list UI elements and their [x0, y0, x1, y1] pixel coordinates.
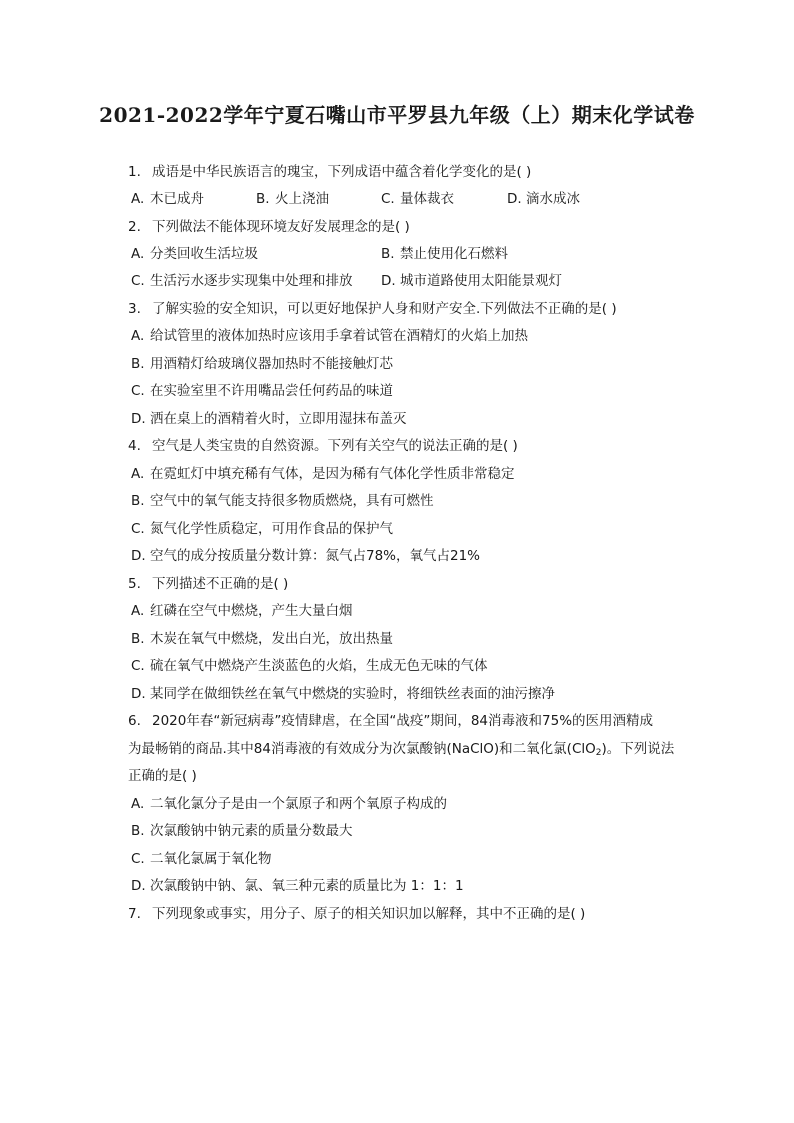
option-5a	[131, 602, 353, 620]
option-letter: A.	[131, 328, 145, 344]
option-letter: D.	[507, 191, 522, 207]
option-3c	[131, 382, 393, 400]
option-text: 木已成舟	[150, 191, 204, 207]
option-text: 在霓虹灯中填充稀有气体，是因为稀有气体化学性质非常稳定	[150, 466, 515, 482]
option-6a	[131, 795, 447, 813]
option-1b	[256, 190, 329, 208]
question-number: 6.	[128, 713, 141, 729]
option-text: 分类回收生活垃圾	[150, 246, 258, 262]
option-2a	[131, 245, 258, 263]
option-text: 生活污水逐步实现集中处理和排放	[150, 273, 353, 289]
option-letter: B.	[381, 246, 395, 262]
question-6-line2	[128, 740, 674, 762]
question-stem: 空气是人类宝贵的自然资源。下列有关空气的说法正确的是( )	[152, 438, 518, 454]
question-number: 4.	[128, 438, 141, 454]
option-3b	[131, 355, 393, 373]
question-number: 1.	[128, 164, 141, 180]
option-4b	[131, 492, 434, 510]
option-text: 空气中的氧气能支持很多物质燃烧，具有可燃性	[150, 493, 434, 509]
option-letter: D.	[131, 878, 146, 894]
option-text: 给试管里的液体加热时应该用手拿着试管在酒精灯的火焰上加热	[150, 328, 528, 344]
question-6-line3	[128, 767, 197, 785]
question-stem: 下列描述不正确的是( )	[152, 576, 289, 592]
question-5	[128, 575, 288, 593]
option-5d	[131, 685, 555, 703]
option-2c	[131, 272, 353, 290]
option-text: 在实验室里不许用嘴品尝任何药品的味道	[150, 383, 393, 399]
option-text: 洒在桌上的酒精着火时，立即用湿抹布盖灭	[150, 411, 407, 427]
exam-title: 2021-2022学年宁夏石嘴山市平罗县九年级（上）期末化学试卷	[99, 103, 695, 127]
option-text: 木炭在氧气中燃烧，发出白光，放出热量	[150, 631, 393, 647]
option-letter: B.	[131, 356, 145, 372]
option-letter: D.	[131, 411, 146, 427]
option-letter: C.	[131, 273, 145, 289]
question-number: 5.	[128, 576, 141, 592]
option-letter: B.	[131, 823, 145, 839]
question-stem: 成语是中华民族语言的瑰宝，下列成语中蕴含着化学变化的是( )	[152, 164, 532, 180]
option-letter: A.	[131, 603, 145, 619]
question-number: 3.	[128, 301, 141, 317]
option-text: 氮气化学性质稳定，可用作食品的保护气	[150, 521, 393, 537]
option-text: 次氯酸钠中钠、氯、氧三种元素的质量比为 1：1：1	[150, 878, 464, 894]
option-letter: A.	[131, 246, 145, 262]
option-6b	[131, 822, 353, 840]
question-stem: 了解实验的安全知识，可以更好地保护人身和财产安全.下列做法不正确的是( )	[152, 301, 617, 317]
question-stem-line2b: )。下列说法	[601, 741, 675, 757]
option-text: 红磷在空气中燃烧，产生大量白烟	[150, 603, 353, 619]
option-text: 空气的成分按质量分数计算：氮气占78%，氧气占21%	[150, 548, 481, 564]
option-letter: C.	[131, 658, 145, 674]
option-letter: A.	[131, 191, 145, 207]
option-4a	[131, 465, 515, 483]
option-text: 城市道路使用太阳能景观灯	[400, 273, 562, 289]
question-3	[128, 300, 617, 318]
option-text: 火上浇油	[275, 191, 329, 207]
question-1	[128, 163, 531, 181]
option-5c	[131, 657, 488, 675]
question-stem-line1: 2020年春“新冠病毒”疫情肆虐，在全国“战疫”期间，84消毒液和75%的医用酒精成	[152, 713, 654, 729]
option-2d	[381, 272, 562, 290]
option-text: 禁止使用化石燃料	[400, 246, 508, 262]
option-letter: D.	[131, 686, 146, 702]
option-letter: B.	[256, 191, 270, 207]
option-5b	[131, 630, 393, 648]
option-letter: C.	[131, 383, 145, 399]
question-stem: 下列现象或事实，用分子、原子的相关知识加以解释，其中不正确的是( )	[152, 906, 586, 922]
option-text: 滴水成冰	[526, 191, 580, 207]
option-letter: C.	[131, 851, 145, 867]
option-text: 某同学在做细铁丝在氧气中燃烧的实验时，将细铁丝表面的油污擦净	[150, 686, 555, 702]
option-text: 用酒精灯给玻璃仪器加热时不能接触灯芯	[150, 356, 393, 372]
question-stem: 下列做法不能体现环境友好发展理念的是( )	[152, 219, 410, 235]
question-number: 2.	[128, 219, 141, 235]
question-6	[128, 712, 653, 730]
option-text: 二氧化氯属于氧化物	[150, 851, 272, 867]
option-2b	[381, 245, 508, 263]
option-4c	[131, 520, 393, 538]
option-letter: D.	[381, 273, 396, 289]
question-number: 7.	[128, 906, 141, 922]
option-3a	[131, 327, 528, 345]
question-4	[128, 437, 518, 455]
option-4d	[131, 547, 480, 565]
question-stem-line3: 正确的是( )	[128, 768, 197, 784]
option-letter: A.	[131, 466, 145, 482]
option-1c	[381, 190, 454, 208]
option-1a	[131, 190, 204, 208]
question-2	[128, 218, 410, 236]
option-letter: C.	[381, 191, 395, 207]
option-letter: B.	[131, 631, 145, 647]
option-letter: D.	[131, 548, 146, 564]
option-text: 次氯酸钠中钠元素的质量分数最大	[150, 823, 353, 839]
option-text: 二氧化氯分子是由一个氯原子和两个氧原子构成的	[150, 796, 447, 812]
option-letter: A.	[131, 796, 145, 812]
option-letter: B.	[131, 493, 145, 509]
option-6d	[131, 877, 464, 895]
option-text: 硫在氧气中燃烧产生淡蓝色的火焰，生成无色无味的气体	[150, 658, 488, 674]
subscript: 2	[595, 748, 602, 758]
option-text: 量体裁衣	[400, 191, 454, 207]
option-letter: C.	[131, 521, 145, 537]
question-7	[128, 905, 585, 923]
option-1d	[507, 190, 580, 208]
question-stem-line2a: 为最畅销的商品.其中84消毒液的有效成分为次氯酸钠(NaClO)和二氧化氯(ClO	[128, 741, 596, 757]
option-6c	[131, 850, 272, 868]
option-3d	[131, 410, 407, 428]
